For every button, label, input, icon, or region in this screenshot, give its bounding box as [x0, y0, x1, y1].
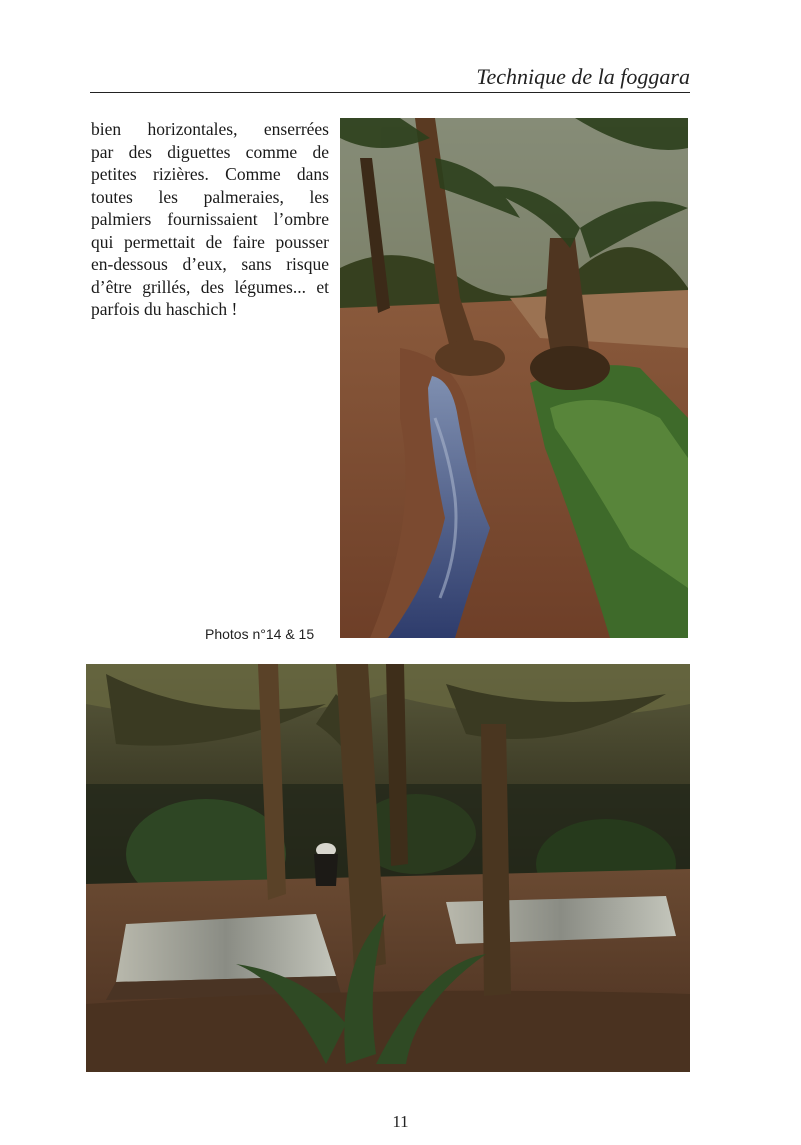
text-line: en-dessous d’eux, sans risque: [91, 254, 329, 274]
text-line: d’être grillés, des légumes... et: [91, 276, 329, 297]
photo-flooded-gardens: [86, 664, 690, 1072]
body-paragraph: [91, 118, 329, 321]
photo-irrigation-channel: [340, 118, 688, 638]
text-line: parfois du haschich !: [91, 299, 238, 319]
text-line: petites rizières. Comme dans: [91, 164, 329, 184]
photo-flooded-gardens-image: [86, 664, 690, 1072]
running-title: Technique de la foggara: [476, 64, 690, 89]
text-line: toutes les palmeraies, les: [91, 186, 329, 207]
text-line: qui permettait de faire pousser: [91, 231, 329, 252]
running-header: [90, 62, 690, 93]
text-line: palmiers fournissaient l’ombre: [91, 209, 329, 229]
photo-irrigation-channel-image: [340, 118, 688, 638]
text-line: bien horizontales, enserrées: [91, 119, 329, 139]
text-line: par des diguettes comme de: [91, 141, 329, 162]
photo-caption: Photos n°14 & 15: [205, 626, 315, 642]
page-number: 11: [392, 1112, 409, 1131]
